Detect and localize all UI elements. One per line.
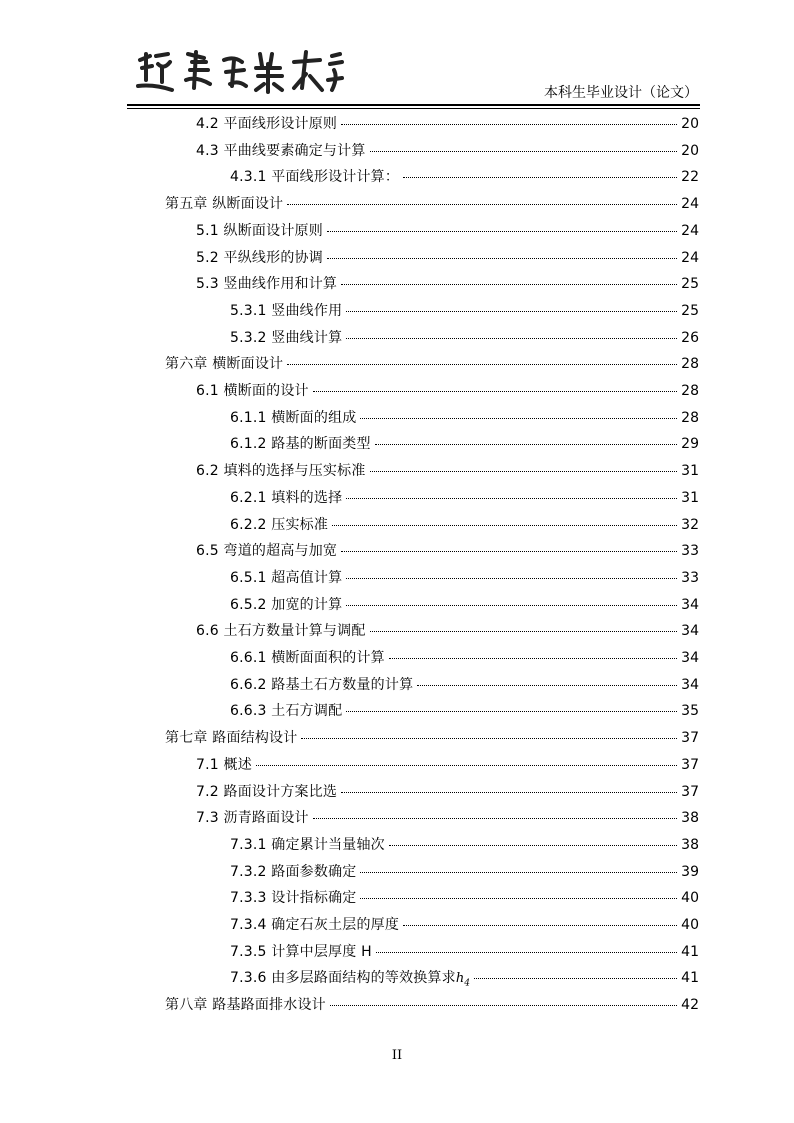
toc-entry[interactable] xyxy=(230,912,699,939)
toc-entry-label: 7.3.6 由多层路面结构的等效换算求 xyxy=(230,970,456,987)
toc-page-number: 31 xyxy=(681,463,699,480)
toc-page-number: 20 xyxy=(681,142,699,159)
toc-leader-dots xyxy=(287,203,677,205)
university-logo xyxy=(134,44,344,100)
toc-leader-dots xyxy=(346,337,677,339)
toc-entry[interactable] xyxy=(196,805,699,832)
toc-entry[interactable] xyxy=(196,618,699,645)
toc-entry[interactable] xyxy=(196,111,699,138)
toc-entry[interactable] xyxy=(196,779,699,806)
toc-page-number: 28 xyxy=(681,383,699,399)
toc-leader-dots xyxy=(360,897,677,899)
toc-page-number: 25 xyxy=(681,302,699,319)
page-number: II xyxy=(391,1048,403,1063)
toc-entry-label: 6.6.1 横断面面积的计算 xyxy=(230,650,385,666)
toc-leader-dots xyxy=(389,844,677,846)
toc-leader-dots xyxy=(403,924,677,926)
toc-leader-dots xyxy=(376,951,677,953)
toc-entry-label: 6.6 土石方数量计算与调配 xyxy=(196,623,366,640)
toc-entry-label: 7.3.1 确定累计当量轴次 xyxy=(230,836,385,853)
toc-entry-label: 第七章 路面结构设计 xyxy=(165,730,298,747)
toc-page-number: 35 xyxy=(681,703,699,720)
toc-leader-dots xyxy=(346,604,677,606)
toc-leader-dots xyxy=(330,1004,677,1006)
toc-entry[interactable] xyxy=(230,298,699,325)
toc-entry-label: 7.2 路面设计方案比选 xyxy=(196,783,338,800)
toc-entry-label: 第五章 纵断面设计 xyxy=(165,196,284,213)
toc-leader-dots xyxy=(360,871,677,873)
toc-entry-label: 7.3.2 路面参数确定 xyxy=(230,863,357,880)
toc-entry[interactable] xyxy=(230,885,699,912)
toc-leader-dots xyxy=(332,524,677,526)
toc-leader-dots xyxy=(403,176,677,178)
toc-page-number: 41 xyxy=(681,943,699,960)
toc-entry[interactable] xyxy=(165,191,699,218)
toc-leader-dots xyxy=(341,791,677,793)
toc-entry[interactable] xyxy=(230,832,699,859)
toc-entry-label: 5.3.2 竖曲线计算 xyxy=(230,329,343,346)
toc-entry[interactable] xyxy=(230,965,699,992)
toc-entry-label: 7.3.3 设计指标确定 xyxy=(230,890,357,907)
toc-page-number: 24 xyxy=(681,222,699,239)
toc-entry[interactable] xyxy=(196,138,699,165)
toc-page-number: 29 xyxy=(681,436,699,453)
toc-page-number: 38 xyxy=(681,836,699,853)
toc-entry[interactable] xyxy=(196,245,699,272)
toc-page-number: 37 xyxy=(681,730,699,747)
toc-leader-dots xyxy=(256,764,677,766)
toc-entry[interactable] xyxy=(165,351,699,378)
toc-leader-dots xyxy=(341,123,677,125)
toc-entry[interactable] xyxy=(230,485,699,512)
toc-entry[interactable] xyxy=(230,939,699,966)
toc-entry[interactable] xyxy=(230,512,699,539)
toc-entry-label: 6.2 填料的选择与压实标准 xyxy=(196,463,366,480)
toc-page-number: 28 xyxy=(681,356,699,373)
toc-entry[interactable] xyxy=(230,672,699,699)
toc-entry[interactable] xyxy=(196,458,699,485)
toc-entry-label: 5.2 平纵线形的协调 xyxy=(196,249,323,266)
toc-entry[interactable] xyxy=(230,431,699,458)
toc-entry-label: 第六章 横断面设计 xyxy=(165,356,284,373)
toc-leader-dots xyxy=(287,363,677,365)
toc-entry[interactable] xyxy=(196,752,699,779)
toc-entry[interactable] xyxy=(230,164,699,191)
toc-leader-dots xyxy=(346,497,677,499)
toc-entry[interactable] xyxy=(230,325,699,352)
toc-leader-dots xyxy=(370,150,678,152)
toc-leader-dots xyxy=(313,817,677,819)
toc-entry-label: 4.3 平曲线要素确定与计算 xyxy=(196,142,366,159)
toc-entry-label: 6.2.2 压实标准 xyxy=(230,516,329,533)
toc-page-number: 24 xyxy=(681,196,699,213)
toc-entry[interactable] xyxy=(196,378,699,405)
toc-page-number: 33 xyxy=(681,569,699,586)
toc-entry-label: 7.1 概述 xyxy=(196,756,252,773)
toc-leader-dots xyxy=(327,230,677,232)
toc-entry-label: 7.3.4 确定石灰土层的厚度 xyxy=(230,917,400,933)
toc-page-number: 34 xyxy=(681,596,699,613)
toc-entry-label: 6.6.2 路基土石方数量的计算 xyxy=(230,676,414,693)
toc-page-number: 40 xyxy=(681,917,699,933)
toc-entry-label: 6.5.2 加宽的计算 xyxy=(230,596,343,613)
toc-leader-dots xyxy=(341,283,677,285)
header-divider-thin xyxy=(127,108,700,109)
toc-leader-dots xyxy=(375,443,678,445)
toc-page-number: 39 xyxy=(681,863,699,880)
header-divider xyxy=(127,104,700,106)
toc-entry-label: 6.6.3 土石方调配 xyxy=(230,703,343,720)
toc-entry-label: 6.5.1 超高值计算 xyxy=(230,569,343,586)
toc-page-number: 22 xyxy=(681,169,699,186)
toc-leader-dots xyxy=(417,684,677,686)
toc-entry[interactable] xyxy=(165,725,699,752)
toc-page-number: 20 xyxy=(681,116,699,132)
toc-entry-label: 7.3.5 计算中层厚度 H xyxy=(230,943,372,960)
toc-entry[interactable] xyxy=(196,271,699,298)
toc-page-number: 42 xyxy=(681,997,699,1014)
toc-page-number: 24 xyxy=(681,249,699,266)
toc-entry-label: 5.3 竖曲线作用和计算 xyxy=(196,276,338,293)
toc-entry-label: 6.2.1 填料的选择 xyxy=(230,489,343,506)
toc-page-number: 33 xyxy=(681,543,699,560)
toc-page-number: 31 xyxy=(681,489,699,506)
toc-leader-dots xyxy=(370,630,678,632)
toc-leader-dots xyxy=(346,577,677,579)
toc-page-number: 34 xyxy=(681,623,699,640)
toc-leader-dots xyxy=(313,390,677,392)
toc-entry-label: 5.1 纵断面设计原则 xyxy=(196,222,323,239)
toc-page-number: 28 xyxy=(681,409,699,426)
toc-page-number: 32 xyxy=(681,516,699,533)
toc-entry-label: 4.2 平面线形设计原则 xyxy=(196,116,338,132)
toc-leader-dots xyxy=(370,470,678,472)
toc-leader-dots xyxy=(346,310,677,312)
toc-entry[interactable] xyxy=(196,218,699,245)
toc-leader-dots xyxy=(389,657,677,659)
toc-entry[interactable] xyxy=(230,698,699,725)
toc-page-number: 34 xyxy=(681,676,699,693)
toc-entry[interactable] xyxy=(196,538,699,565)
toc-entry[interactable] xyxy=(230,565,699,592)
formula-subscript: 4 xyxy=(464,978,470,989)
toc-page-number: 26 xyxy=(681,329,699,346)
toc-leader-dots xyxy=(360,417,677,419)
toc-entry[interactable] xyxy=(165,992,699,1019)
toc-entry-label: 第八章 路基路面排水设计 xyxy=(165,997,326,1014)
toc-page-number: 37 xyxy=(681,756,699,773)
toc-page-number: 38 xyxy=(681,810,699,827)
toc-page-number: 40 xyxy=(681,890,699,907)
toc-entry-label: 6.1 横断面的设计 xyxy=(196,383,309,399)
toc-leader-dots xyxy=(301,737,677,739)
toc-page-number: 37 xyxy=(681,783,699,800)
toc-page-number: 41 xyxy=(681,970,699,987)
header-title: 本科生毕业设计（论文） xyxy=(544,85,698,101)
toc-entry[interactable] xyxy=(230,405,699,432)
toc-page-number: 34 xyxy=(681,650,699,666)
formula-symbol: h xyxy=(455,971,465,987)
toc-entry-label: 7.3 沥青路面设计 xyxy=(196,810,309,827)
toc-leader-dots xyxy=(341,550,677,552)
toc-page-number: 25 xyxy=(681,276,699,293)
toc-entry-label: 6.1.1 横断面的组成 xyxy=(230,409,357,426)
toc-entry-label: 4.3.1 平面线形设计计算： xyxy=(230,169,400,186)
toc-leader-dots xyxy=(474,977,677,979)
toc-leader-dots xyxy=(327,257,677,259)
toc-entry[interactable] xyxy=(230,592,699,619)
toc-entry-label: 5.3.1 竖曲线作用 xyxy=(230,302,343,319)
toc-entry-label: 6.1.2 路基的断面类型 xyxy=(230,436,371,453)
toc-entry[interactable] xyxy=(230,645,699,672)
toc-leader-dots xyxy=(346,710,677,712)
toc-entry[interactable] xyxy=(230,859,699,886)
calligraphy-logo-icon xyxy=(134,44,344,100)
toc-entry-label: 6.5 弯道的超高与加宽 xyxy=(196,543,338,560)
